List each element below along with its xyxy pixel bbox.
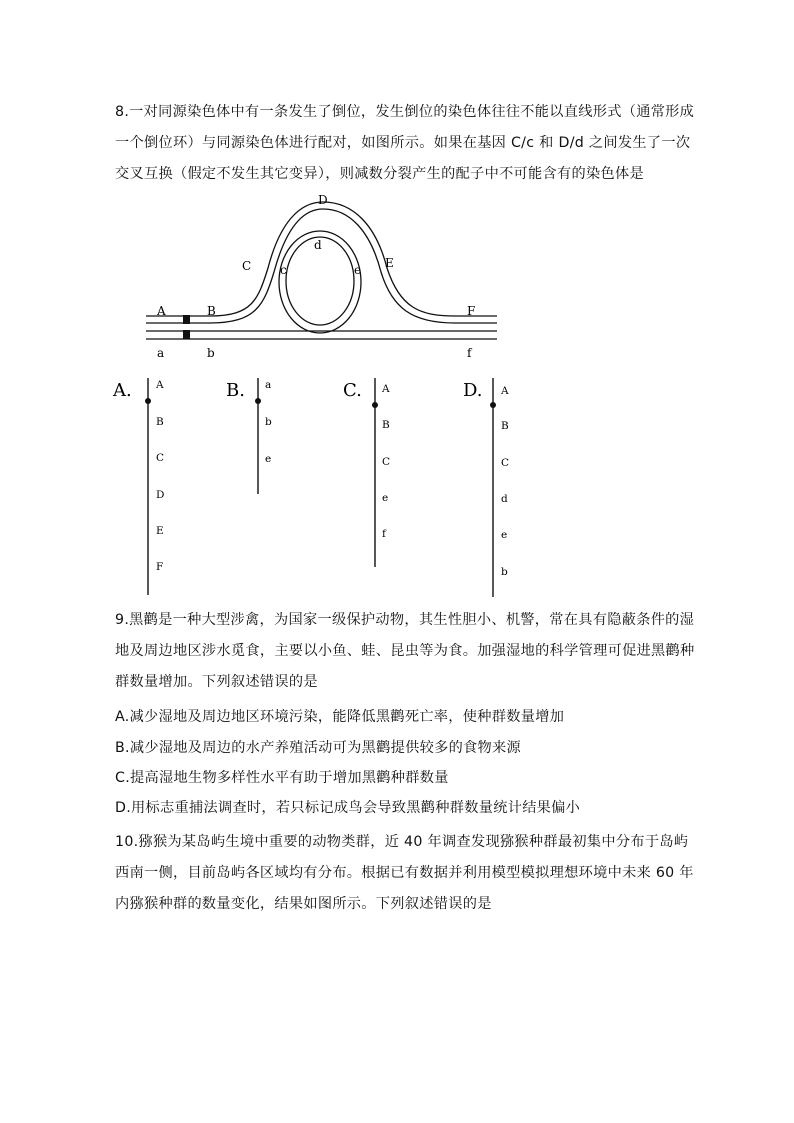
option-letter: A. [113,380,132,401]
option-gene: C [156,452,165,464]
option-gene: C [382,456,391,468]
option-gene: E [156,525,164,537]
option-gene: A [501,385,509,397]
gene-label-c: c [280,263,287,277]
option-gene: b [265,416,272,428]
gene-label-D: D [318,193,328,207]
option-gene: d [501,493,508,505]
gene-label-E: E [385,256,394,270]
option-gene: A [156,379,164,391]
option-gene: B [156,416,164,428]
gene-label-e: e [354,263,362,277]
option-gene: A [382,383,390,395]
q10-stem: 10.猕猴为某岛屿生境中重要的动物类群，近 40 年调查发现猕猴种群最初集中分布于岛屿西南一侧，目前岛屿各区域均有分布。根据已有数据并利用模型模拟理想环境中未来 60 年内猕猴种群的数量变化，结果如图所示。下列叙述错误的是 [115,834,694,912]
gene-label-f: f [467,346,472,360]
option-gene: B [382,419,390,431]
option-gene: e [265,453,272,465]
gene-label-b: b [207,346,215,360]
centromere-lower [183,330,190,339]
option-gene: e [382,492,389,504]
q9-stem: 9.黑鹳是一种大型涉禽，为国家一级保护动物，其生性胆小、机警，常在具有隐蔽条件的湿地及周边地区涉水觅食，主要以小鱼、蛙、昆虫等为食。加强湿地的科学管理可促进黑鹳种群数量增加。下列叙述错误的是 [115,612,695,690]
option-letter: D. [463,380,483,401]
gene-label-d: d [314,238,322,252]
gene-label-A: A [157,304,166,318]
q8-stem: 8.一对同源染色体中有一条发生了倒位，发生倒位的染色体往往不能以直线形式（通常形成一个倒位环）与同源染色体进行配对，如图所示。如果在基因 C/c 和 D/d 之间发生了一次交叉互换（假定不发生其它变异），则减数分裂产生的配子中不可能含有的染色体是 [115,104,695,182]
option-gene: e [501,529,508,541]
centromere-upper [183,315,190,324]
option-gene: f [382,528,386,540]
q9-option-c: C.提高湿地生物多样性水平有助于增加黑鹳种群数量 [115,770,449,786]
option-gene: C [501,457,510,469]
option-letter: C. [343,380,362,401]
option-gene: F [156,561,164,573]
inversion-loop-diagram [140,190,510,365]
q9-option-a: A.减少湿地及周边地区环境污染，能降低黑鹳死亡率，使种群数量增加 [115,709,565,725]
option-gene: D [156,489,165,501]
gene-label-F: F [467,304,476,318]
option-gene: B [501,420,509,432]
gene-label-C: C [242,259,252,273]
gene-label-B: B [207,304,216,318]
q8-options [108,370,548,605]
option-gene: b [501,566,508,578]
option-gene: a [265,379,272,391]
q9-option-b: B.减少湿地及周边的水产养殖活动可为黑鹳提供较多的食物来源 [115,740,522,756]
option-letter: B. [226,380,245,401]
q9-option-d: D.用标志重捕法调查时，若只标记成鸟会导致黑鹳种群数量统计结果偏小 [115,800,581,816]
gene-label-a: a [157,346,165,360]
